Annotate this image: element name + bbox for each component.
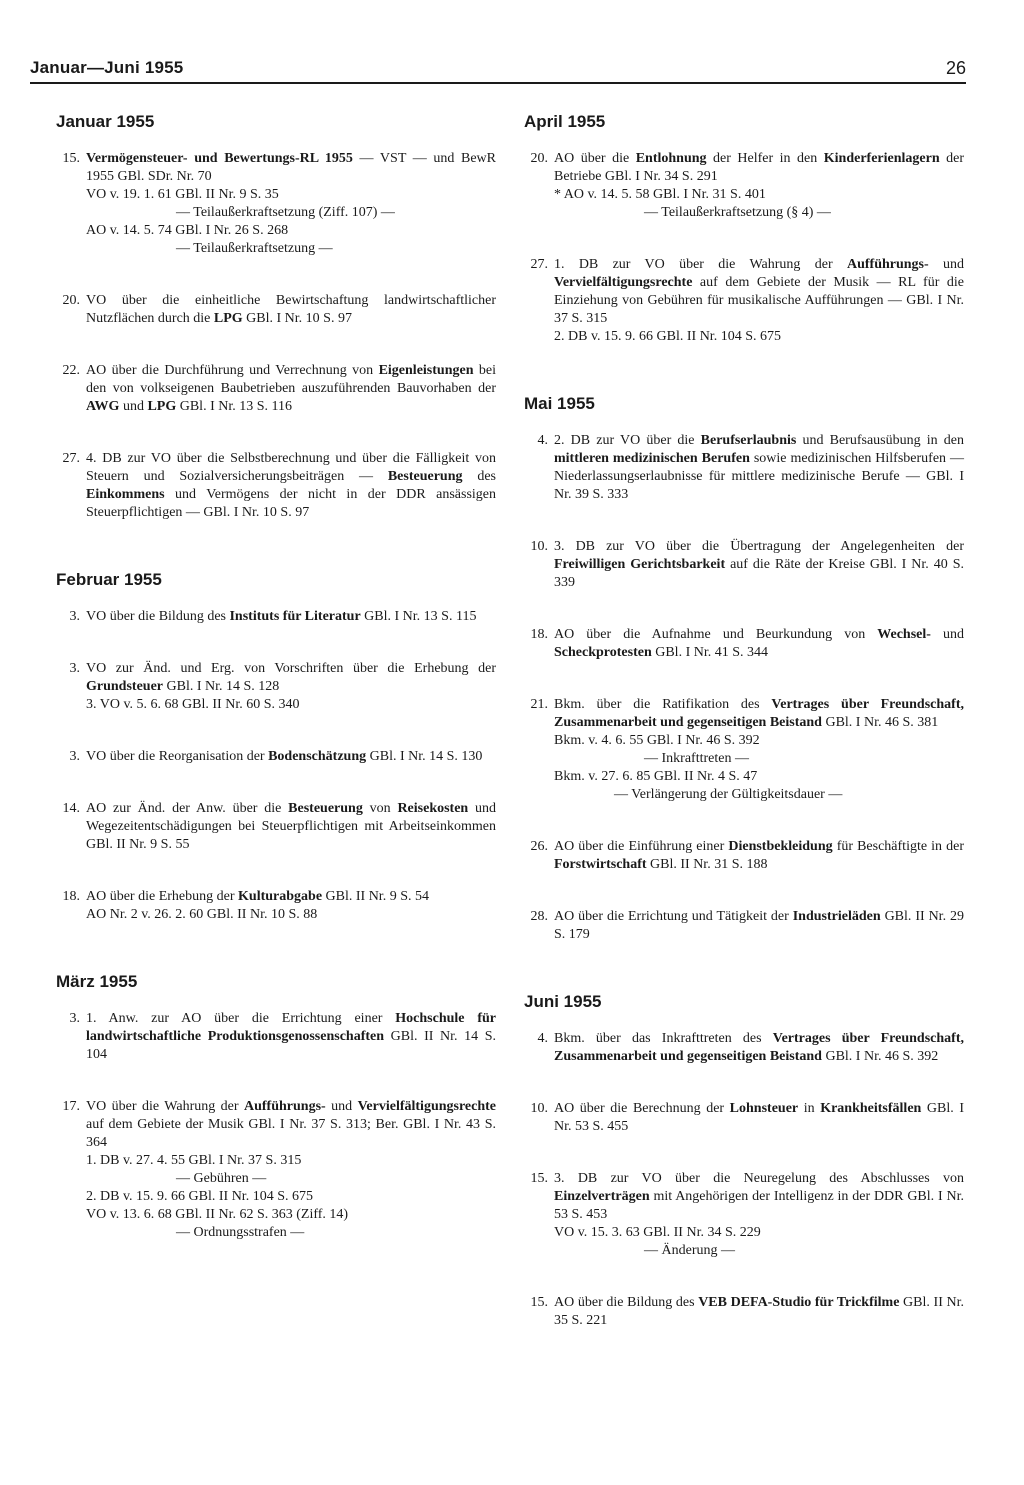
entry-line: Bkm. über die Ratifikation des Vertrages über Freundschaft, Zusammenarbeit und gegenseitigen Beistand GBl. I Nr. 46 S. 381 — [554, 697, 964, 730]
entry-line: VO über die Bildung des Instituts für Literatur GBl. I Nr. 13 S. 115 — [86, 609, 477, 624]
entry-line: 2. DB zur VO über die Berufserlaubnis und Berufsausübung in den mittleren medizinischen Berufen sowie medizinischen Hilfsberufen — Niederlassungserlaubnisse für mittlere medizinische Berufe — GBl. I Nr. 39 S. 333 — [554, 433, 965, 502]
entry-line: VO über die Reorganisation der Bodenschätzung GBl. I Nr. 14 S. 130 — [86, 749, 483, 764]
list-item — [50, 748, 496, 766]
entry-line: — Teilaußerkraftsetzung (Ziff. 107) — — [176, 205, 395, 220]
month-heading: Mai 1955 — [524, 394, 595, 413]
entry-line: AO über die Entlohnung der Helfer in den Kinderferienlagern der Betriebe GBl. I Nr. 34 S. 291 — [554, 151, 964, 184]
entry-line: 4. DB zur VO über die Selbstberechnung und über die Fälligkeit von Steuern und Sozialversicherungsbeiträgen — Besteuerung des Einkommens und Vermögens der nicht in der DDR ansässigen Steuerpflichtigen — GBl. I Nr. 10 S. 97 — [86, 451, 496, 520]
entry-day: 17. — [62, 1099, 80, 1114]
entry-line: * AO v. 14. 5. 58 GBl. I Nr. 31 S. 401 — [554, 187, 766, 202]
entry-day: 27. — [62, 451, 80, 466]
list-item — [518, 150, 964, 222]
list-item — [518, 256, 964, 346]
entry-line: Bkm. v. 27. 6. 85 GBl. II Nr. 4 S. 47 — [554, 769, 758, 784]
list-item — [518, 432, 964, 504]
entry-text — [554, 256, 964, 346]
entry-day: 3. — [69, 609, 80, 624]
entry-line: AO zur Änd. der Anw. über die Besteuerung von Reisekosten und Wegezeitentschädigungen bei Steuerpflichtigen mit Arbeitseinkommen GBl. II Nr. 9 S. 55 — [86, 801, 497, 852]
entry-line: 1. DB zur VO über die Wahrung der Aufführungs- und Vervielfältigungsrechte auf dem Gebiete der Musik — RL für die Einziehung von Gebühren für musikalische Aufführungen — GBl. I Nr. 37 S. 315 — [554, 257, 964, 326]
list-item — [50, 608, 496, 626]
entry-day: 14. — [62, 801, 80, 816]
left-column — [50, 112, 496, 1290]
entry-line: — Teilaußerkraftsetzung — — [176, 241, 333, 256]
entry-line: AO über die Berechnung der Lohnsteuer in Krankheitsfällen GBl. I Nr. 53 S. 455 — [554, 1101, 965, 1134]
entry-line: AO v. 14. 5. 74 GBl. I Nr. 26 S. 268 — [86, 223, 289, 238]
month-heading: März 1955 — [56, 972, 138, 991]
list-item — [518, 1100, 964, 1136]
list-item — [518, 696, 964, 804]
entry-day: 10. — [530, 1101, 548, 1116]
entry-text — [86, 888, 496, 924]
entry-line: 3. VO v. 5. 6. 68 GBl. II Nr. 60 S. 340 — [86, 697, 300, 712]
entry-line: Bkm. v. 4. 6. 55 GBl. I Nr. 46 S. 392 — [554, 733, 760, 748]
entry-line: 2. DB v. 15. 9. 66 GBl. II Nr. 104 S. 675 — [86, 1189, 313, 1204]
entry-day: 15. — [62, 151, 80, 166]
list-item — [50, 800, 496, 854]
entry-day: 22. — [62, 363, 80, 378]
entry-line: AO Nr. 2 v. 26. 2. 60 GBl. II Nr. 10 S. 88 — [86, 907, 318, 922]
entry-line: 1. Anw. zur AO über die Errichtung einer Hochschule für landwirtschaftliche Produktionsgenossenschaften GBl. II Nr. 14 S. 104 — [86, 1011, 496, 1062]
entry-text — [86, 800, 496, 854]
list-item — [50, 150, 496, 258]
list-item — [50, 888, 496, 924]
right-column — [518, 112, 964, 1378]
entry-line: AO über die Errichtung und Tätigkeit der Industrieläden GBl. II Nr. 29 S. 179 — [554, 909, 965, 942]
entry-line: — Inkrafttreten — — [644, 751, 749, 766]
entry-line: 3. DB zur VO über die Neuregelung des Abschlusses von Einzelverträgen mit Angehörigen der Intelligenz in der DDR GBl. I Nr. 53 S. 453 — [554, 1171, 964, 1222]
entry-day: 28. — [530, 909, 548, 924]
entry-text — [554, 696, 964, 804]
entry-day: 10. — [530, 539, 548, 554]
entry-text — [554, 908, 964, 944]
entry-day: 4. — [537, 433, 548, 448]
entry-day: 20. — [62, 293, 80, 308]
entry-line: — Teilaußerkraftsetzung (§ 4) — — [644, 205, 831, 220]
entry-text — [86, 1010, 496, 1064]
entry-line: — Änderung — — [644, 1243, 735, 1258]
month-heading: Februar 1955 — [56, 570, 162, 589]
entry-line: Vermögensteuer- und Bewertungs-RL 1955 — VST — und BewR 1955 GBl. SDr. Nr. 70 — [86, 151, 496, 184]
entry-day: 3. — [69, 661, 80, 676]
entry-line: — Gebühren — — [176, 1171, 267, 1186]
entry-day: 26. — [530, 839, 548, 854]
month-heading: Januar 1955 — [56, 112, 155, 131]
entry-day: 21. — [530, 697, 548, 712]
entry-text — [86, 450, 496, 522]
entry-text — [554, 432, 964, 504]
entry-line: VO v. 15. 3. 63 GBl. II Nr. 34 S. 229 — [554, 1225, 761, 1240]
list-item — [518, 626, 964, 662]
entry-text — [554, 626, 964, 662]
entry-text — [86, 748, 496, 766]
month-heading: Juni 1955 — [524, 992, 602, 1011]
entry-line: 1. DB v. 27. 4. 55 GBl. I Nr. 37 S. 315 — [86, 1153, 302, 1168]
entry-text — [554, 150, 964, 222]
entry-day: 3. — [69, 1011, 80, 1026]
entry-text — [86, 292, 496, 328]
list-item — [50, 1098, 496, 1242]
entry-day: 15. — [530, 1171, 548, 1186]
entry-text — [554, 1170, 964, 1260]
entry-line: — Ordnungsstrafen — — [176, 1225, 305, 1240]
entry-line: — Verlängerung der Gültigkeitsdauer — — [614, 787, 843, 802]
entry-line: VO v. 19. 1. 61 GBl. II Nr. 9 S. 35 — [86, 187, 279, 202]
entry-text — [86, 362, 496, 416]
entry-text — [554, 1100, 964, 1136]
entry-line: VO über die Wahrung der Aufführungs- und Vervielfältigungsrechte auf dem Gebiete der Musik GBl. I Nr. 37 S. 313; Ber. GBl. I Nr. 43 S. 364 — [86, 1099, 497, 1150]
entry-text — [554, 838, 964, 874]
entry-line: AO über die Durchführung und Verrechnung von Eigenleistungen bei den von volkseigenen Baubetrieben auszuführenden Bauvorhaben der AWG und LPG GBl. I Nr. 13 S. 116 — [86, 363, 496, 414]
entry-line: 3. DB zur VO über die Übertragung der Angelegenheiten der Freiwilligen Gerichtsbarkeit auf die Räte der Kreise GBl. I Nr. 40 S. 339 — [554, 539, 964, 590]
entry-line: Bkm. über das Inkrafttreten des Vertrages über Freundschaft, Zusammenarbeit und gegenseitigen Beistand GBl. I Nr. 46 S. 392 — [554, 1031, 964, 1064]
entry-day: 27. — [530, 257, 548, 272]
list-item — [50, 1010, 496, 1064]
list-item — [518, 908, 964, 944]
entry-line: 2. DB v. 15. 9. 66 GBl. II Nr. 104 S. 675 — [554, 329, 781, 344]
entry-text — [86, 608, 496, 626]
entry-text — [86, 660, 496, 714]
entry-line: VO zur Änd. und Erg. von Vorschriften über die Erhebung der Grundsteuer GBl. I Nr. 14 S. 128 — [86, 661, 496, 694]
entry-text — [554, 1030, 964, 1066]
list-item — [518, 1294, 964, 1330]
entry-text — [554, 1294, 964, 1330]
list-item — [518, 838, 964, 874]
entry-line: VO über die einheitliche Bewirtschaftung landwirtschaftlicher Nutzflächen durch die LPG GBl. I Nr. 10 S. 97 — [86, 293, 496, 326]
month-heading: April 1955 — [524, 112, 606, 131]
entry-line: VO v. 13. 6. 68 GBl. II Nr. 62 S. 363 (Ziff. 14) — [86, 1207, 349, 1222]
list-item — [50, 450, 496, 522]
page-header — [30, 58, 966, 84]
entry-text — [86, 150, 496, 258]
entry-day: 15. — [530, 1295, 548, 1310]
entry-line: AO über die Aufnahme und Beurkundung von Wechsel- und Scheckprotesten GBl. I Nr. 41 S. 344 — [554, 627, 964, 660]
entry-text — [554, 538, 964, 592]
entry-day: 18. — [62, 889, 80, 904]
entry-day: 4. — [537, 1031, 548, 1046]
list-item — [518, 538, 964, 592]
list-item — [50, 362, 496, 416]
list-item — [518, 1170, 964, 1260]
list-item — [50, 292, 496, 328]
entry-line: AO über die Einführung einer Dienstbekleidung für Beschäftigte in der Forstwirtschaft GBl. II Nr. 31 S. 188 — [554, 839, 964, 872]
list-item — [50, 660, 496, 714]
page-number: 26 — [945, 58, 966, 78]
running-title: Januar—Juni 1955 — [30, 58, 184, 77]
entry-day: 18. — [530, 627, 548, 642]
entry-day: 20. — [530, 151, 548, 166]
entry-text — [86, 1098, 496, 1242]
entry-line: AO über die Erhebung der Kulturabgabe GBl. II Nr. 9 S. 54 — [86, 889, 429, 904]
entry-day: 3. — [69, 749, 80, 764]
list-item — [518, 1030, 964, 1066]
entry-line: AO über die Bildung des VEB DEFA-Studio für Trickfilme GBl. II Nr. 35 S. 221 — [554, 1295, 965, 1328]
